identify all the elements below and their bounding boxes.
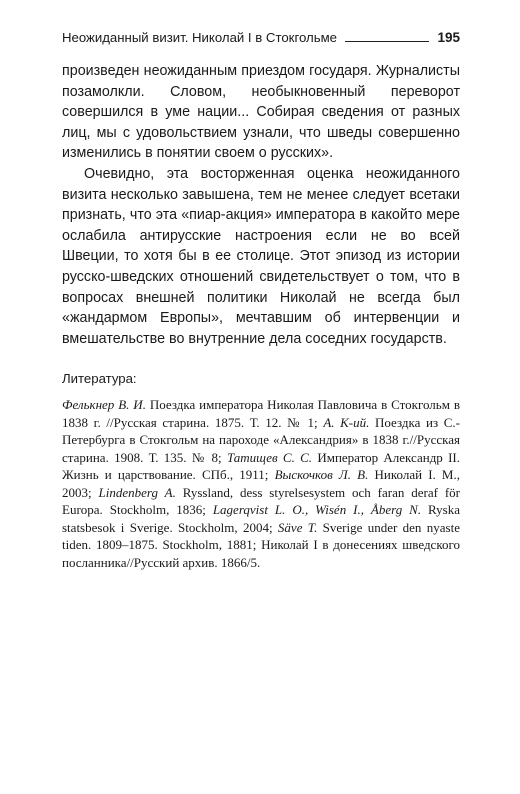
reference-text: Николай I. М., 2003; — [62, 467, 460, 500]
paragraph-2: Очевидно, эта восторженная оценка неожиданного визита несколько завышена, тем не менее следует всетаки признать, что эта «пиар-акция» императора в какойто мере ослабила антирусские настроения если не во всей Швеции, то хотя бы в ее столице. Этот эпизод из истории русско-шведских отношений свидетельствует о том, что в вопросах внешней политики Николай не всегда был «жандармом Европы», мечтавшим об интервенции и вмешательстве во внутренние дела соседних государств. — [62, 165, 460, 347]
reference-author: Татищев С. С. — [226, 449, 318, 465]
running-header — [62, 30, 460, 45]
reference-text: Поездка императора Николая Павловича в Стокгольм в 1838 г. //Русская старина. 1875. Т. 12. № 1; — [62, 397, 460, 430]
reference-author: Выскочков Л. В. — [274, 467, 375, 483]
book-page — [62, 30, 460, 571]
header-rule — [345, 41, 429, 42]
reference-text: Поездка из С.-Петербурга в Стокгольм на пароходе «Александрия» в 1838 г.//Русская старина. 1908. Т. 135. № 8; — [62, 414, 460, 465]
reference-text: Sverige under den nyaste tiden. 1809–1875. Stockholm, 1881; Николай I в донесениях шведского посланника//Русский архив. 1866/5. — [62, 519, 460, 570]
references-block — [62, 396, 460, 571]
paragraph-1: произведен неожиданным приездом государя. Журналисты позамолкли. Словом, необыкновенный переворот совершился в уме нации... Собирая сведения от разных лиц, мы с удовольствием узнали, что шведы совершенно изменились в понятии своем о русских». — [62, 63, 460, 162]
reference-author: Lindenberg A. — [98, 484, 183, 500]
body-text — [62, 61, 460, 349]
reference-author: Фелькнер В. И. — [62, 397, 150, 413]
reference-text: Ryska statsbesok i Sverige. Stockholm, 2004; — [62, 502, 460, 535]
reference-author: А. К-ий. — [323, 414, 375, 430]
reference-text: Император Александр II. Жизнь и царствование. СПб., 1911; — [62, 449, 460, 483]
reference-text: Ryssland, dess styrelsesystem och faran deraf för Europa. Stockholm, 1836; — [62, 484, 460, 518]
reference-author: Säve T. — [277, 519, 323, 535]
page-number: 195 — [437, 30, 460, 45]
reference-author: Lagerqvist L. O., Wisén I., Åberg N. — [212, 502, 429, 518]
running-title: Неожиданный визит. Николай I в Стокгольме — [62, 30, 337, 45]
literature-heading: Литература: — [62, 371, 137, 387]
